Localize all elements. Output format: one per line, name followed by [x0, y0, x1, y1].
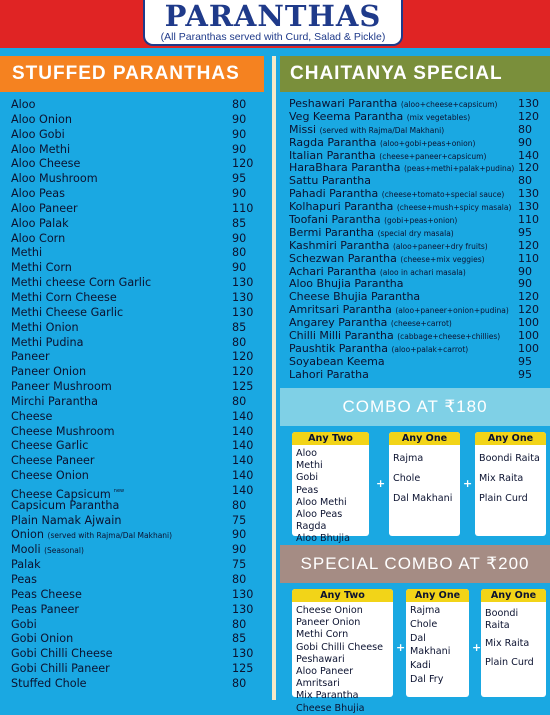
item-name-text: Ragda Parantha: [289, 135, 377, 149]
item-name-text: Aloo Paneer: [11, 201, 78, 215]
item-name: [11, 217, 69, 232]
menu-item: [0, 380, 270, 395]
page-subtitle: (All Paranthas served with Curd, Salad & Pickle): [160, 31, 386, 43]
item-name-text: Cheese Bhujia Parantha: [289, 290, 421, 304]
item-name: [11, 647, 113, 662]
item-name: [11, 632, 73, 647]
item-name: [11, 350, 50, 365]
combo-option: Mix Parantha: [296, 690, 359, 702]
item-name-text: Soyabean Keema: [289, 354, 385, 368]
item-name: [11, 588, 82, 603]
combo-option: Boondi Raita: [485, 608, 519, 632]
combo-option: Cheese Bhujia: [296, 702, 365, 714]
item-name-text: Aloo Bhujia Parantha: [289, 277, 404, 291]
item-name-text: Gobi Chilli Cheese: [11, 647, 113, 661]
item-price: 80: [232, 246, 247, 260]
item-price: 80: [232, 498, 247, 512]
combo-option: Dal Fry: [410, 674, 444, 686]
item-name-text: Kashmiri Parantha: [289, 238, 390, 252]
item-name: [11, 618, 37, 633]
item-price: 80: [232, 335, 247, 349]
combo-option: Aloo Paneer: [296, 666, 354, 678]
item-name-text: Paneer: [11, 350, 50, 364]
item-price: 130: [518, 97, 539, 110]
item-name: [11, 514, 121, 529]
menu-item: [0, 232, 270, 247]
item-price: 80: [232, 573, 247, 586]
item-name: [11, 172, 98, 187]
item-note: (aloo+cheese+capsicum): [400, 100, 498, 109]
item-name-text: Aloo Gobi: [11, 127, 65, 141]
menu-item: [0, 514, 270, 529]
combo-option: Boondi Raita: [479, 453, 540, 464]
item-name-text: Aloo Corn: [11, 231, 66, 245]
menu-item: [0, 484, 270, 499]
menu-item: [0, 350, 270, 365]
item-price: 130: [232, 290, 254, 304]
combo-option: Chole: [410, 619, 438, 631]
item-price: 80: [518, 174, 532, 188]
menu-item: [0, 395, 270, 410]
brand-banner: [143, 0, 403, 46]
item-price: 125: [232, 662, 254, 676]
item-name-text: Aloo: [11, 98, 36, 111]
item-price: 100: [518, 341, 539, 355]
item-name: [11, 306, 123, 321]
box-title: Any One: [475, 432, 546, 445]
menu-item: [0, 128, 270, 143]
item-price: 140: [518, 148, 539, 162]
box-title: Any Two: [292, 432, 369, 445]
item-name-text: Paneer Onion: [11, 365, 87, 379]
item-price: 130: [232, 276, 254, 290]
item-name-text: Peshawari Parantha: [289, 97, 398, 110]
item-name-text: Peas Cheese: [11, 587, 82, 601]
item-price: 90: [232, 528, 247, 542]
item-name-text: Palak: [11, 558, 41, 572]
menu-item: [0, 662, 270, 677]
combo-option: Chole: [393, 473, 421, 485]
item-name-text: Mooli: [11, 543, 41, 557]
item-name: [11, 528, 172, 544]
item-name-text: Capsicum Parantha: [11, 498, 120, 512]
combo180-any-two-box: [292, 432, 369, 545]
menu-item: [0, 439, 270, 454]
item-name-text: Achari Parantha: [289, 264, 377, 278]
menu-item: [0, 410, 270, 425]
item-note: (cheese+carrot): [390, 319, 452, 329]
menu-item: [0, 217, 270, 232]
item-name-text: Angarey Parantha: [289, 316, 388, 330]
column-divider: [272, 56, 276, 700]
item-name-text: Chilli Milli Parantha: [289, 329, 394, 343]
item-price: 140: [232, 424, 254, 438]
item-price: 120: [518, 238, 539, 252]
menu-item: [0, 632, 270, 647]
item-note: (special dry masala): [377, 228, 454, 238]
menu-item: [0, 336, 270, 351]
item-name-text: Cheese Capsicum: [11, 487, 111, 501]
item-note: (cheese+tomato+special sauce): [381, 190, 505, 200]
item-price: 90: [518, 135, 532, 149]
item-price: 80: [232, 676, 247, 690]
combo180-heading: COMBO AT ₹180: [280, 388, 550, 426]
item-name-text: Peas Paneer: [11, 602, 80, 616]
menu-item: [280, 369, 550, 382]
item-price: 95: [518, 367, 532, 381]
combo-option: Kadi: [410, 659, 431, 671]
item-name-text: HaraBhara Parantha: [289, 161, 401, 175]
item-price: 80: [232, 394, 247, 408]
combo180-plus-2: +: [463, 477, 473, 490]
item-name: [11, 202, 78, 217]
item-price: 140: [232, 454, 254, 468]
item-price: 80: [518, 122, 532, 136]
item-name-text: Missi: [289, 122, 317, 136]
item-name-text: Aloo Onion: [11, 112, 72, 126]
item-price: 100: [518, 329, 539, 343]
combo-option: Plain Curd: [479, 493, 528, 505]
item-name: [11, 291, 117, 306]
item-price: 90: [232, 261, 247, 275]
item-note: (aloo in achari masala): [379, 267, 466, 277]
item-price: 110: [518, 251, 539, 265]
menu-item: [0, 143, 270, 158]
menu-item: [0, 618, 270, 633]
item-name-text: Paneer Mushroom: [11, 380, 112, 394]
item-price: 90: [518, 264, 532, 278]
item-name-text: Gobi Onion: [11, 632, 74, 646]
item-name: [11, 677, 87, 692]
item-name-text: Paushtik Parantha: [289, 341, 388, 355]
menu-item: [0, 469, 270, 484]
menu-item: [0, 558, 270, 573]
item-name-text: Cheese Onion: [11, 469, 89, 483]
item-price: 75: [232, 513, 247, 527]
combo-option: Gobi: [296, 472, 319, 484]
combo200-any-one-box-2: [481, 589, 546, 697]
item-name: [11, 558, 41, 573]
item-name-text: Aloo Palak: [11, 216, 69, 230]
item-name-text: Methi Corn Cheese: [11, 290, 117, 304]
item-price: 80: [232, 98, 247, 111]
item-name-text: Cheese: [11, 409, 53, 423]
item-name-text: Cheese Mushroom: [11, 424, 115, 438]
box-title: Any One: [389, 432, 460, 445]
item-price: 95: [518, 225, 532, 239]
menu-item: [0, 677, 270, 692]
box-title: Any One: [481, 589, 546, 602]
combo200-any-two-box: [292, 589, 393, 714]
menu-item: [0, 113, 270, 128]
combo180-any-one-box-1: [389, 432, 460, 536]
item-price: 130: [232, 647, 254, 661]
item-price: 90: [232, 127, 247, 141]
item-name-text: Pahadi Parantha: [289, 187, 379, 201]
item-price: 120: [518, 161, 539, 175]
combo200-plus-2: +: [472, 641, 482, 654]
item-note: (aloo+gobi+peas+onion): [379, 138, 476, 148]
item-price: 95: [232, 172, 247, 186]
item-price: 120: [518, 303, 539, 317]
item-name-text: Stuffed Chole: [11, 676, 87, 690]
page-title: PARANTHAS: [164, 0, 382, 33]
item-name: [289, 369, 369, 382]
item-price: 140: [232, 409, 254, 423]
item-name-text: Plain Namak Ajwain: [11, 513, 122, 527]
new-badge: new: [113, 487, 125, 494]
item-name: [11, 454, 95, 469]
menu-item: [0, 543, 270, 558]
item-price: 130: [232, 587, 254, 601]
item-name: [11, 143, 70, 158]
item-name: [11, 157, 80, 172]
item-price: 85: [232, 320, 247, 334]
item-note: (aloo+paneer+dry fruits): [392, 241, 488, 251]
item-name-text: Amritsari Parantha: [289, 303, 392, 317]
item-name-text: Methi Onion: [11, 320, 79, 334]
menu-item: [0, 528, 270, 543]
item-price: 130: [232, 305, 254, 319]
combo-option: Dal Makhani: [393, 493, 453, 505]
item-name: [11, 499, 119, 514]
menu-item: [0, 172, 270, 187]
menu-item: [0, 321, 270, 336]
item-note: (Seasonal): [44, 546, 84, 556]
item-name-text: Aloo Methi: [11, 142, 71, 156]
combo-option: Peshawari: [296, 653, 345, 665]
item-price: 100: [518, 316, 539, 330]
item-note: (mix vegetables): [406, 112, 471, 122]
item-name-text: Aloo Mushroom: [11, 172, 98, 186]
item-name: [11, 395, 98, 410]
item-note: (aloo+palak+carrot): [391, 344, 469, 354]
item-price: 130: [518, 200, 539, 214]
menu-item: [0, 588, 270, 603]
combo200-any-one-box-1: [406, 589, 469, 697]
combo-option: Cheese Onion: [296, 605, 363, 616]
item-name: [11, 113, 72, 128]
item-name: [11, 380, 112, 395]
combo-option: Peas: [296, 484, 319, 496]
item-price: 140: [232, 439, 254, 453]
item-name-text: Methi Cheese Garlic: [11, 305, 124, 319]
item-name: [11, 573, 37, 588]
combo-option: Mix Raita: [485, 638, 530, 650]
item-price: 95: [518, 354, 532, 368]
item-name-text: Toofani Parantha: [289, 213, 381, 227]
item-name-text: Aloo Peas: [11, 187, 65, 201]
combo-option: Aloo Peas: [296, 509, 343, 521]
item-price: 125: [232, 380, 254, 394]
item-price: 85: [232, 632, 247, 646]
item-name: [11, 128, 65, 143]
item-price: 90: [232, 231, 247, 245]
item-note: (served with Rajma/Dal Makhani): [319, 125, 445, 135]
item-name: [11, 336, 83, 351]
menu-item: [0, 276, 270, 291]
combo200-plus-1: +: [396, 641, 406, 654]
item-name: [11, 365, 86, 380]
combo-option: Aloo: [296, 448, 317, 459]
item-price: 90: [232, 543, 247, 557]
menu-item: [0, 306, 270, 321]
stuffed-heading: STUFFED PARANTHAS: [0, 56, 264, 92]
item-name: [11, 246, 42, 261]
item-name-text: Gobi Chilli Paneer: [11, 662, 110, 676]
item-name: [11, 187, 65, 202]
combo-option: Amritsari: [296, 678, 340, 690]
item-price: 85: [232, 216, 247, 230]
menu-item: [0, 187, 270, 202]
special-list: [280, 98, 550, 382]
item-price: 130: [232, 602, 254, 616]
item-name: [11, 439, 88, 454]
item-note: (aloo+paneer+onion+pudina): [395, 306, 509, 316]
item-note: (cheese+mix veggies): [400, 254, 485, 264]
item-price: 120: [518, 290, 539, 304]
combo-option: Aloo Methi: [296, 496, 347, 508]
combo-option: Methi Corn: [296, 629, 349, 641]
menu-item: [0, 425, 270, 440]
item-name: [11, 321, 79, 336]
combo-option: Gobi Chilli Cheese: [296, 641, 384, 653]
combo-option: Aloo Bhujia: [296, 533, 350, 545]
item-name-text: Peas: [11, 573, 37, 586]
menu-item: [0, 499, 270, 514]
box-title: Any One: [406, 589, 469, 602]
item-name: [11, 98, 35, 113]
item-price: 90: [232, 187, 247, 201]
combo180-plus-1: +: [376, 477, 386, 490]
item-note: (cabbage+cheese+chillies): [397, 332, 501, 342]
item-name-text: Sattu Parantha: [289, 174, 371, 188]
item-note: (cheese+mush+spicy masala): [396, 203, 512, 213]
item-name: [11, 603, 79, 618]
item-name: [11, 469, 89, 484]
item-price: 110: [232, 201, 254, 215]
item-name-text: Veg Keema Parantha: [289, 109, 404, 123]
item-name-text: Onion: [11, 528, 44, 542]
item-name: [11, 543, 84, 559]
item-name-text: Methi: [11, 246, 43, 260]
item-price: 120: [232, 157, 254, 171]
menu-item: [0, 261, 270, 276]
item-name-text: Methi cheese Corn Garlic: [11, 276, 152, 290]
item-price: 120: [232, 350, 254, 364]
combo-option: Mix Raita: [479, 473, 524, 485]
item-name-text: Aloo Cheese: [11, 157, 81, 171]
special-heading: CHAITANYA SPECIAL: [280, 56, 550, 92]
menu-item: [280, 111, 550, 124]
item-note: (served with Rajma/Dal Makhani): [47, 531, 173, 541]
item-price: 140: [232, 469, 254, 483]
item-price: 75: [232, 558, 247, 572]
combo-option: Dal Makhani: [410, 633, 451, 657]
item-name-text: Cheese Garlic: [11, 439, 89, 453]
item-name-text: Kolhapuri Parantha: [289, 200, 394, 214]
menu-item: [0, 573, 270, 588]
item-name: [11, 662, 110, 677]
combo-option: Paneer Onion: [296, 617, 361, 629]
combo200-heading: SPECIAL COMBO AT ₹200: [280, 545, 550, 583]
menu-item: [0, 98, 270, 113]
item-note: (peas+methi+palak+pudina): [403, 164, 515, 174]
menu-item: [0, 647, 270, 662]
menu-item: [0, 454, 270, 469]
stuffed-list: [0, 98, 270, 692]
item-name-text: Gobi: [11, 617, 37, 631]
item-name-text: Italian Parantha: [289, 148, 376, 162]
item-name: [11, 276, 151, 291]
item-name-text: Bermi Parantha: [289, 225, 375, 239]
item-name: [11, 425, 115, 440]
box-title: Any Two: [292, 589, 393, 602]
item-price: 130: [518, 187, 539, 201]
combo180-any-one-box-2: [475, 432, 546, 536]
item-price: 80: [232, 617, 247, 631]
combo-option: Rajma: [393, 453, 424, 464]
menu-item: [0, 365, 270, 380]
item-price: 90: [232, 142, 247, 156]
combo-option: Plain Curd: [485, 656, 534, 668]
combo-option: Methi: [296, 460, 323, 472]
menu-item: [0, 246, 270, 261]
item-note: (cheese+paneer+capsicum): [379, 151, 487, 161]
combo-option: Rajma: [410, 605, 441, 616]
item-price: 140: [232, 483, 254, 497]
menu-item: [0, 603, 270, 618]
item-price: 90: [232, 112, 247, 126]
item-name-text: Cheese Paneer: [11, 454, 95, 468]
item-name: [11, 410, 52, 425]
item-name-text: Schezwan Parantha: [289, 251, 397, 265]
item-price: 110: [518, 213, 539, 227]
item-price: 90: [518, 277, 532, 291]
item-name-text: Lahori Paratha: [289, 367, 369, 381]
item-note: (gobi+peas+onion): [384, 216, 458, 226]
item-name-text: Methi Corn: [11, 261, 72, 275]
item-price: 120: [518, 109, 539, 123]
menu-item: [0, 291, 270, 306]
menu-item: [0, 202, 270, 217]
item-name-text: Mirchi Parantha: [11, 394, 98, 408]
item-name: [11, 261, 72, 276]
item-price: 120: [232, 365, 254, 379]
menu-item: [0, 157, 270, 172]
item-name: [11, 232, 65, 247]
item-name-text: Methi Pudina: [11, 335, 84, 349]
combo-option: Ragda: [296, 521, 327, 533]
